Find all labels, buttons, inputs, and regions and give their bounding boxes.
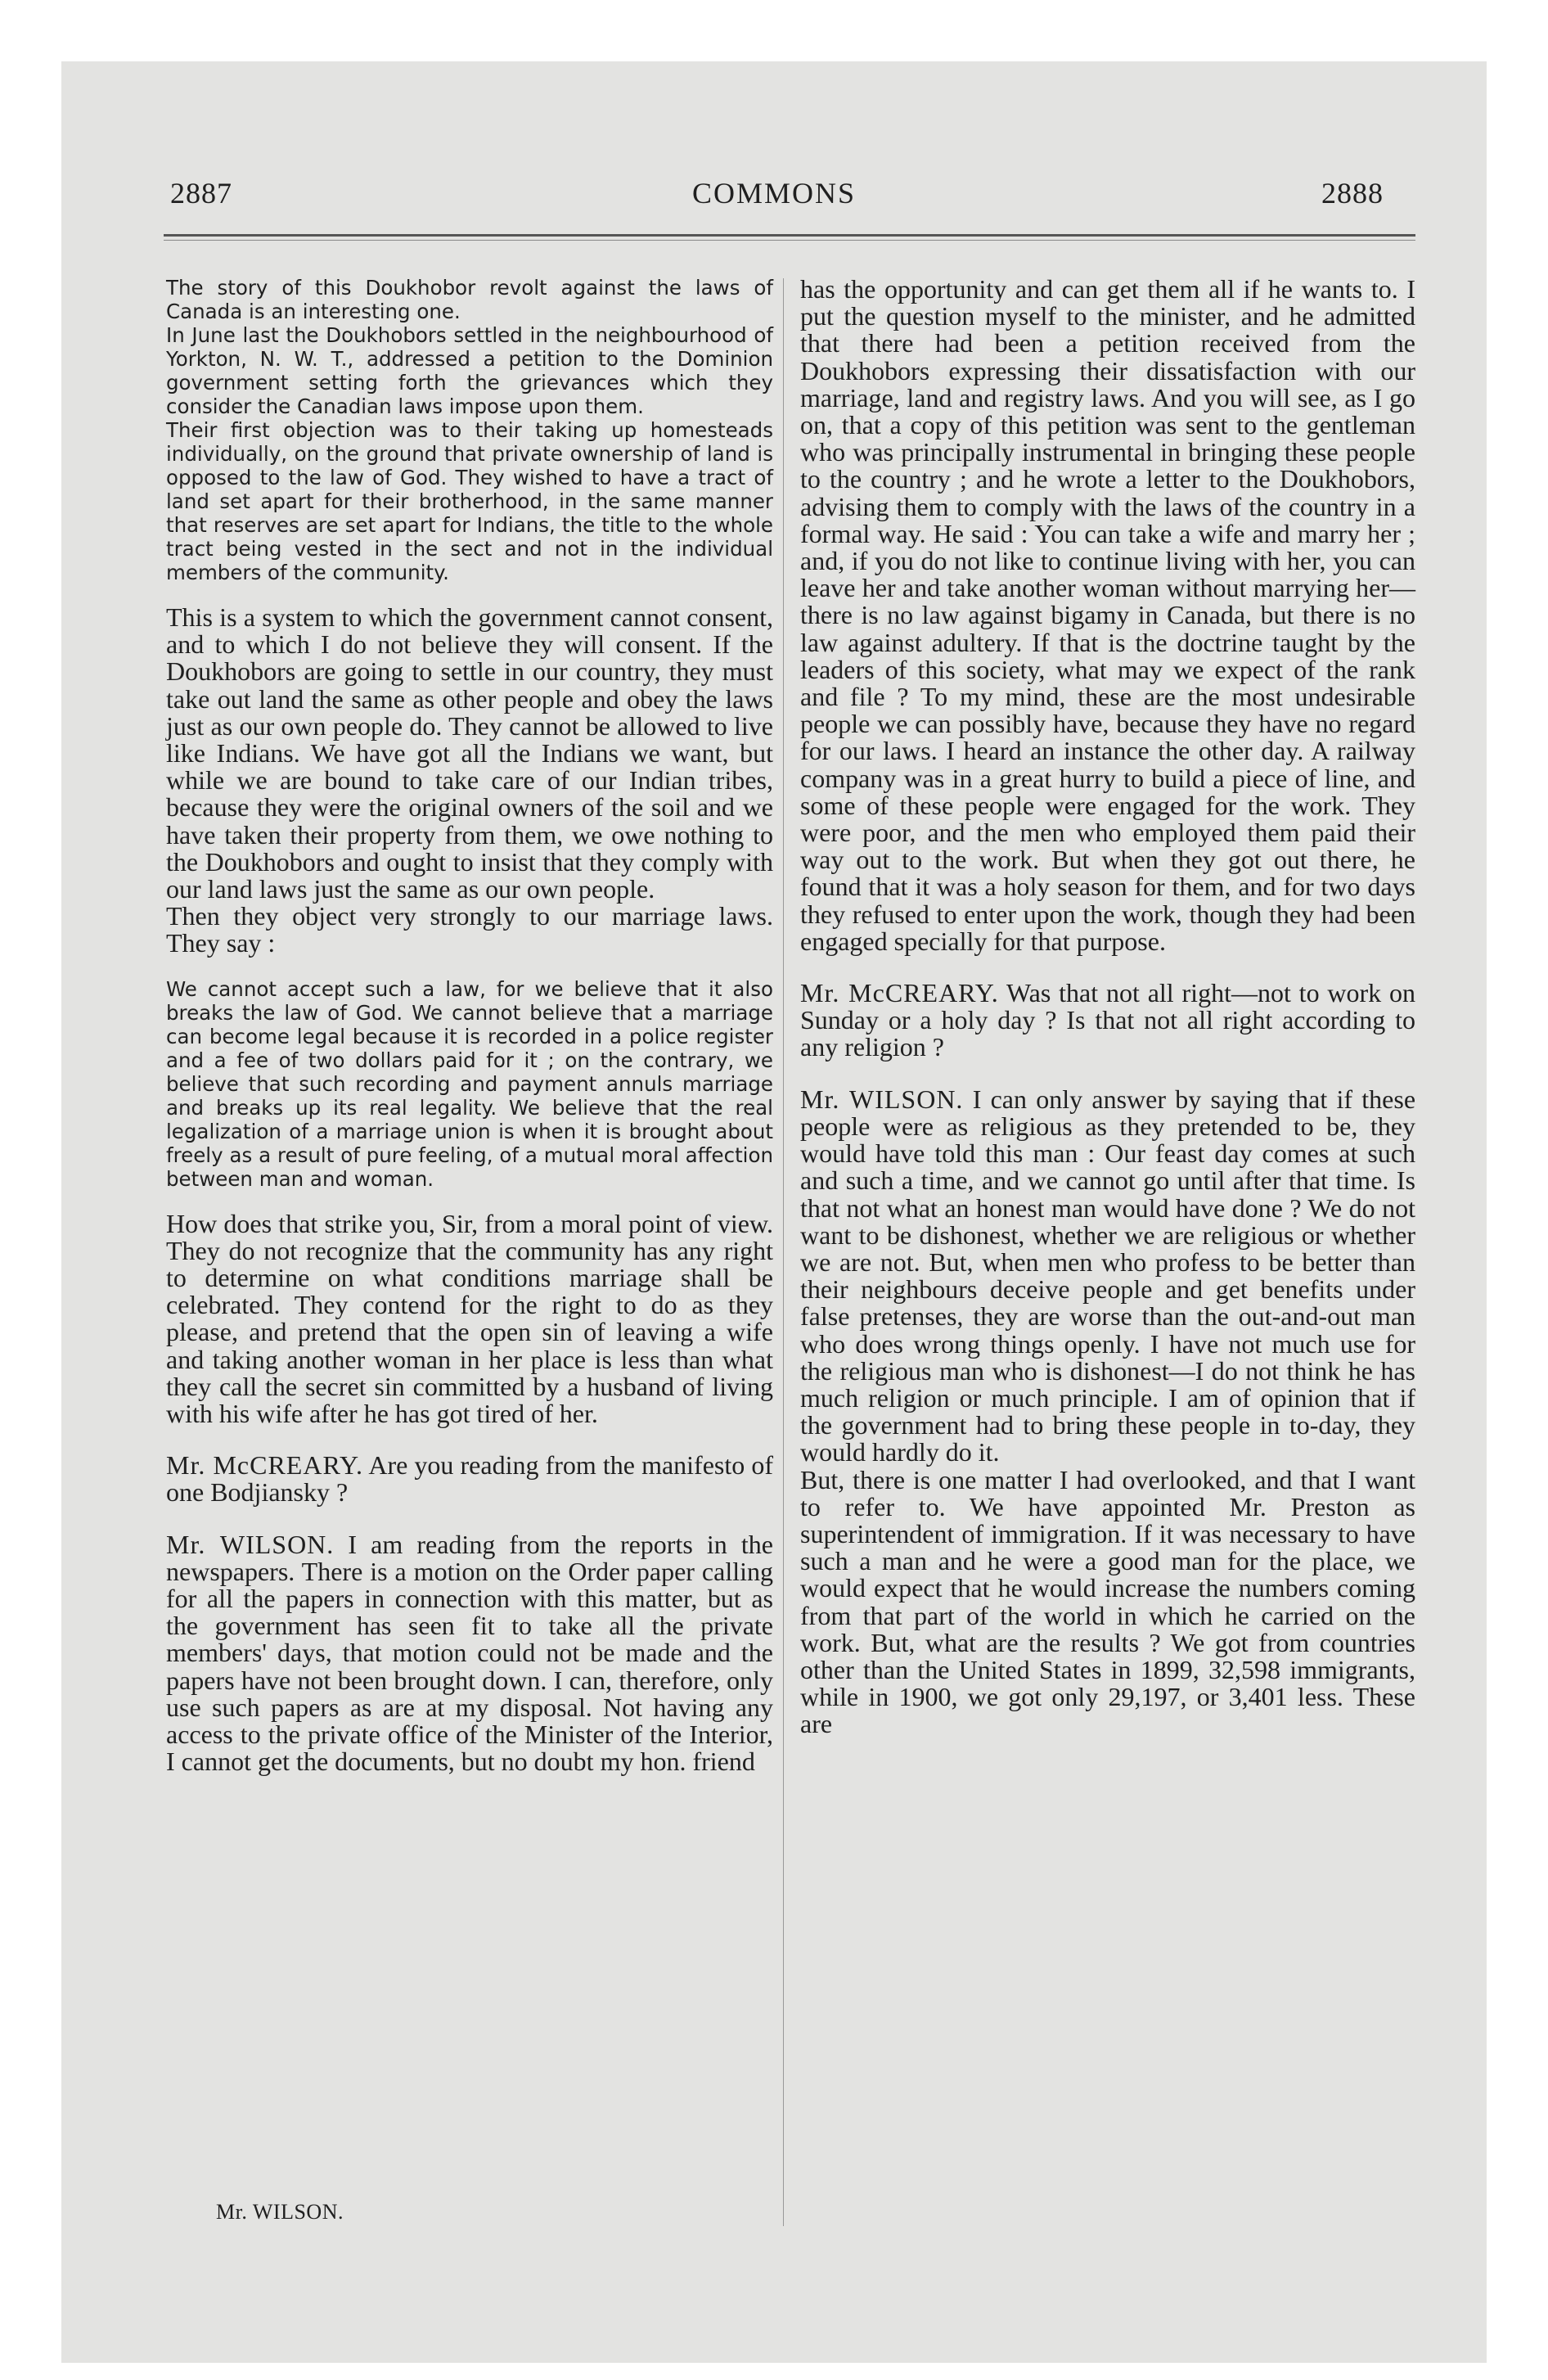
speech-block xyxy=(800,980,1415,1062)
paragraph: has the opportunity and can get them all if he wants to. I put the question myself to the minister, and he admitted that there had been a petition received from the Doukhobors expressing their dissatisfaction with our marriage, land and registry laws. And you will see, as I go on, that a copy of this petition was sent to the gentleman who was principally instrumental in bringing these people to the country ; and he wrote a letter to the Doukhobors, advising them to comply with the laws of the country in a formal way. He said : You can take a wife and marry her ; and, if you do not like to continue living with her, you can leave her and take another woman without marrying her—there is no law against bigamy in Canada, but there is no law against adultery. If that is the doctrine taught by the leaders of this society, what may we expect of the rank and file ? To my mind, these are the most undesirable people we can possibly have, because they have no regard for our laws. I heard an instance the other day. A railway company was in a great hurry to build a piece of line, and some of these people were engaged for the work. They were poor, and the men who employed them paid their way out to the work. But when they got out there, he found that it was a holy season for them, and for two days they refused to enter upon the work, though they had been engaged specially for that purpose. xyxy=(800,274,1415,956)
page-number-right: 2888 xyxy=(1321,177,1384,210)
speech-text: I am reading from the reports in the newspapers. There is a motion on the Order paper calling for all the papers in connection with this matter, but as the government has seen fit to take all the private members' days, that motion could not be made and the papers have not been brought down. I can, therefore, only use such papers as are at my disposal. Not having any access to the private office of the Minister of the Interior, I cannot get the documents, but no doubt my hon. friend xyxy=(166,1529,774,1777)
quoted-paragraph: We cannot accept such a law, for we believe that it also breaks the law of God. We cannot believe that a marriage can become legal because it is recorded in a police register and a fee of two dollars paid for it ; on the contrary, we believe that such recording and payment annuls marriage and breaks up its real legality. We believe that the real legalization of a marriage union is when it is brought about freely as a result of pure feeling, of a mutual moral affection between man and woman. xyxy=(166,976,773,1191)
page-number-left: 2887 xyxy=(170,177,232,210)
header-rule xyxy=(164,234,1415,237)
quoted-paragraph: The story of this Doukhobor revolt against the laws of Canada is an interesting one. xyxy=(166,276,773,323)
column-divider xyxy=(783,278,784,2226)
paragraph: How does that strike you, Sir, from a moral point of view. They do not recognize that the community has any right to determine on what conditions marriage shall be celebrated. They contend for the right to do as they please, and pretend that the open sin of leaving a wife and taking another woman in her place is less than what they call the secret sin committed by a husband of living with his wife after he has got tired of her. xyxy=(166,1208,773,1429)
speaker-name: Mr. McCREARY. xyxy=(166,1450,364,1481)
paragraph: Then they object very strongly to our marriage laws. They say : xyxy=(166,901,773,958)
page-footer: Mr. WILSON. xyxy=(216,2200,344,2224)
paragraph: But, there is one matter I had overlooked, and that I want to refer to. We have appointed Mr. Preston as superintendent of immigration. If it was necessary to have such a man and he were a good man for the place, we would expect that he would increase the numbers coming from that part of the world in which he carried on the work. But, what are the results ? We got from countries other than the United States in 1899, 32,598 immigrants, while in 1900, we got only 29,197, or 3,401 less. These are xyxy=(800,1464,1415,1739)
quoted-paragraph: In June last the Doukhobors settled in the neighbourhood of Yorkton, N. W. T., addressed a petition to the Dominion government setting forth the grievances which they consider the Canadian laws impose upon them. xyxy=(166,323,773,418)
paragraph: This is a system to which the government cannot consent, and to which I do not believe they will consent. If the Doukhobors are going to settle in our country, they must take out land the same as other people and obey the laws just as our own people do. They cannot be allowed to live like Indians. We have got all the Indians we want, but while we are bound to take care of our Indian tribes, because they were the original owners of the soil and we have taken their property from them, we owe nothing to the Doukhobors and ought to insist that they comply with our land laws just the same as our own people. xyxy=(166,602,773,904)
speaker-name: Mr. McCREARY. xyxy=(800,978,999,1008)
left-column xyxy=(166,276,773,1776)
running-title: COMMONS xyxy=(692,177,857,210)
speech-block xyxy=(166,1452,773,1506)
speaker-name: Mr. WILSON. xyxy=(166,1529,335,1559)
speech-block xyxy=(166,1531,773,1776)
speaker-name: Mr. WILSON. xyxy=(800,1084,964,1114)
header-rule-thin xyxy=(164,240,1415,241)
speech-block xyxy=(800,1086,1415,1467)
speech-text: Was that not all right—not to work on Sunday or a holy day ? Is that not all right according to any religion ? xyxy=(800,978,1416,1062)
right-column xyxy=(800,276,1415,1738)
page-header xyxy=(0,0,1548,246)
speech-text: I can only answer by saying that if these people were as religious as they pretended to be, they would have told this man : Our feast day comes at such and such a time, and we cannot go until after that time. Is that not what an honest man would have done ? We do not want to be dishonest, whether we are religious or whether we are not. But, when men who profess to be better than their neighbours deceive people and get benefits under false pretenses, they are worse than the out-and-out man who does wrong things openly. I have not much use for the religious man who is dishonest—I do not think he has much religion or much principle. I am of opinion that if the government had to bring these people in to-day, they would hardly do it. xyxy=(800,1084,1416,1467)
quoted-paragraph: Their first objection was to their taking up homesteads individually, on the ground that private ownership of land is opposed to the law of God. They wished to have a tract of land set apart for their brotherhood, in the same manner that reserves are set apart for Indians, the title to the whole tract being vested in the sect and not in the individual members of the community. xyxy=(166,418,773,584)
speech-text: Are you reading from the manifesto of one Bodjiansky ? xyxy=(166,1450,774,1508)
